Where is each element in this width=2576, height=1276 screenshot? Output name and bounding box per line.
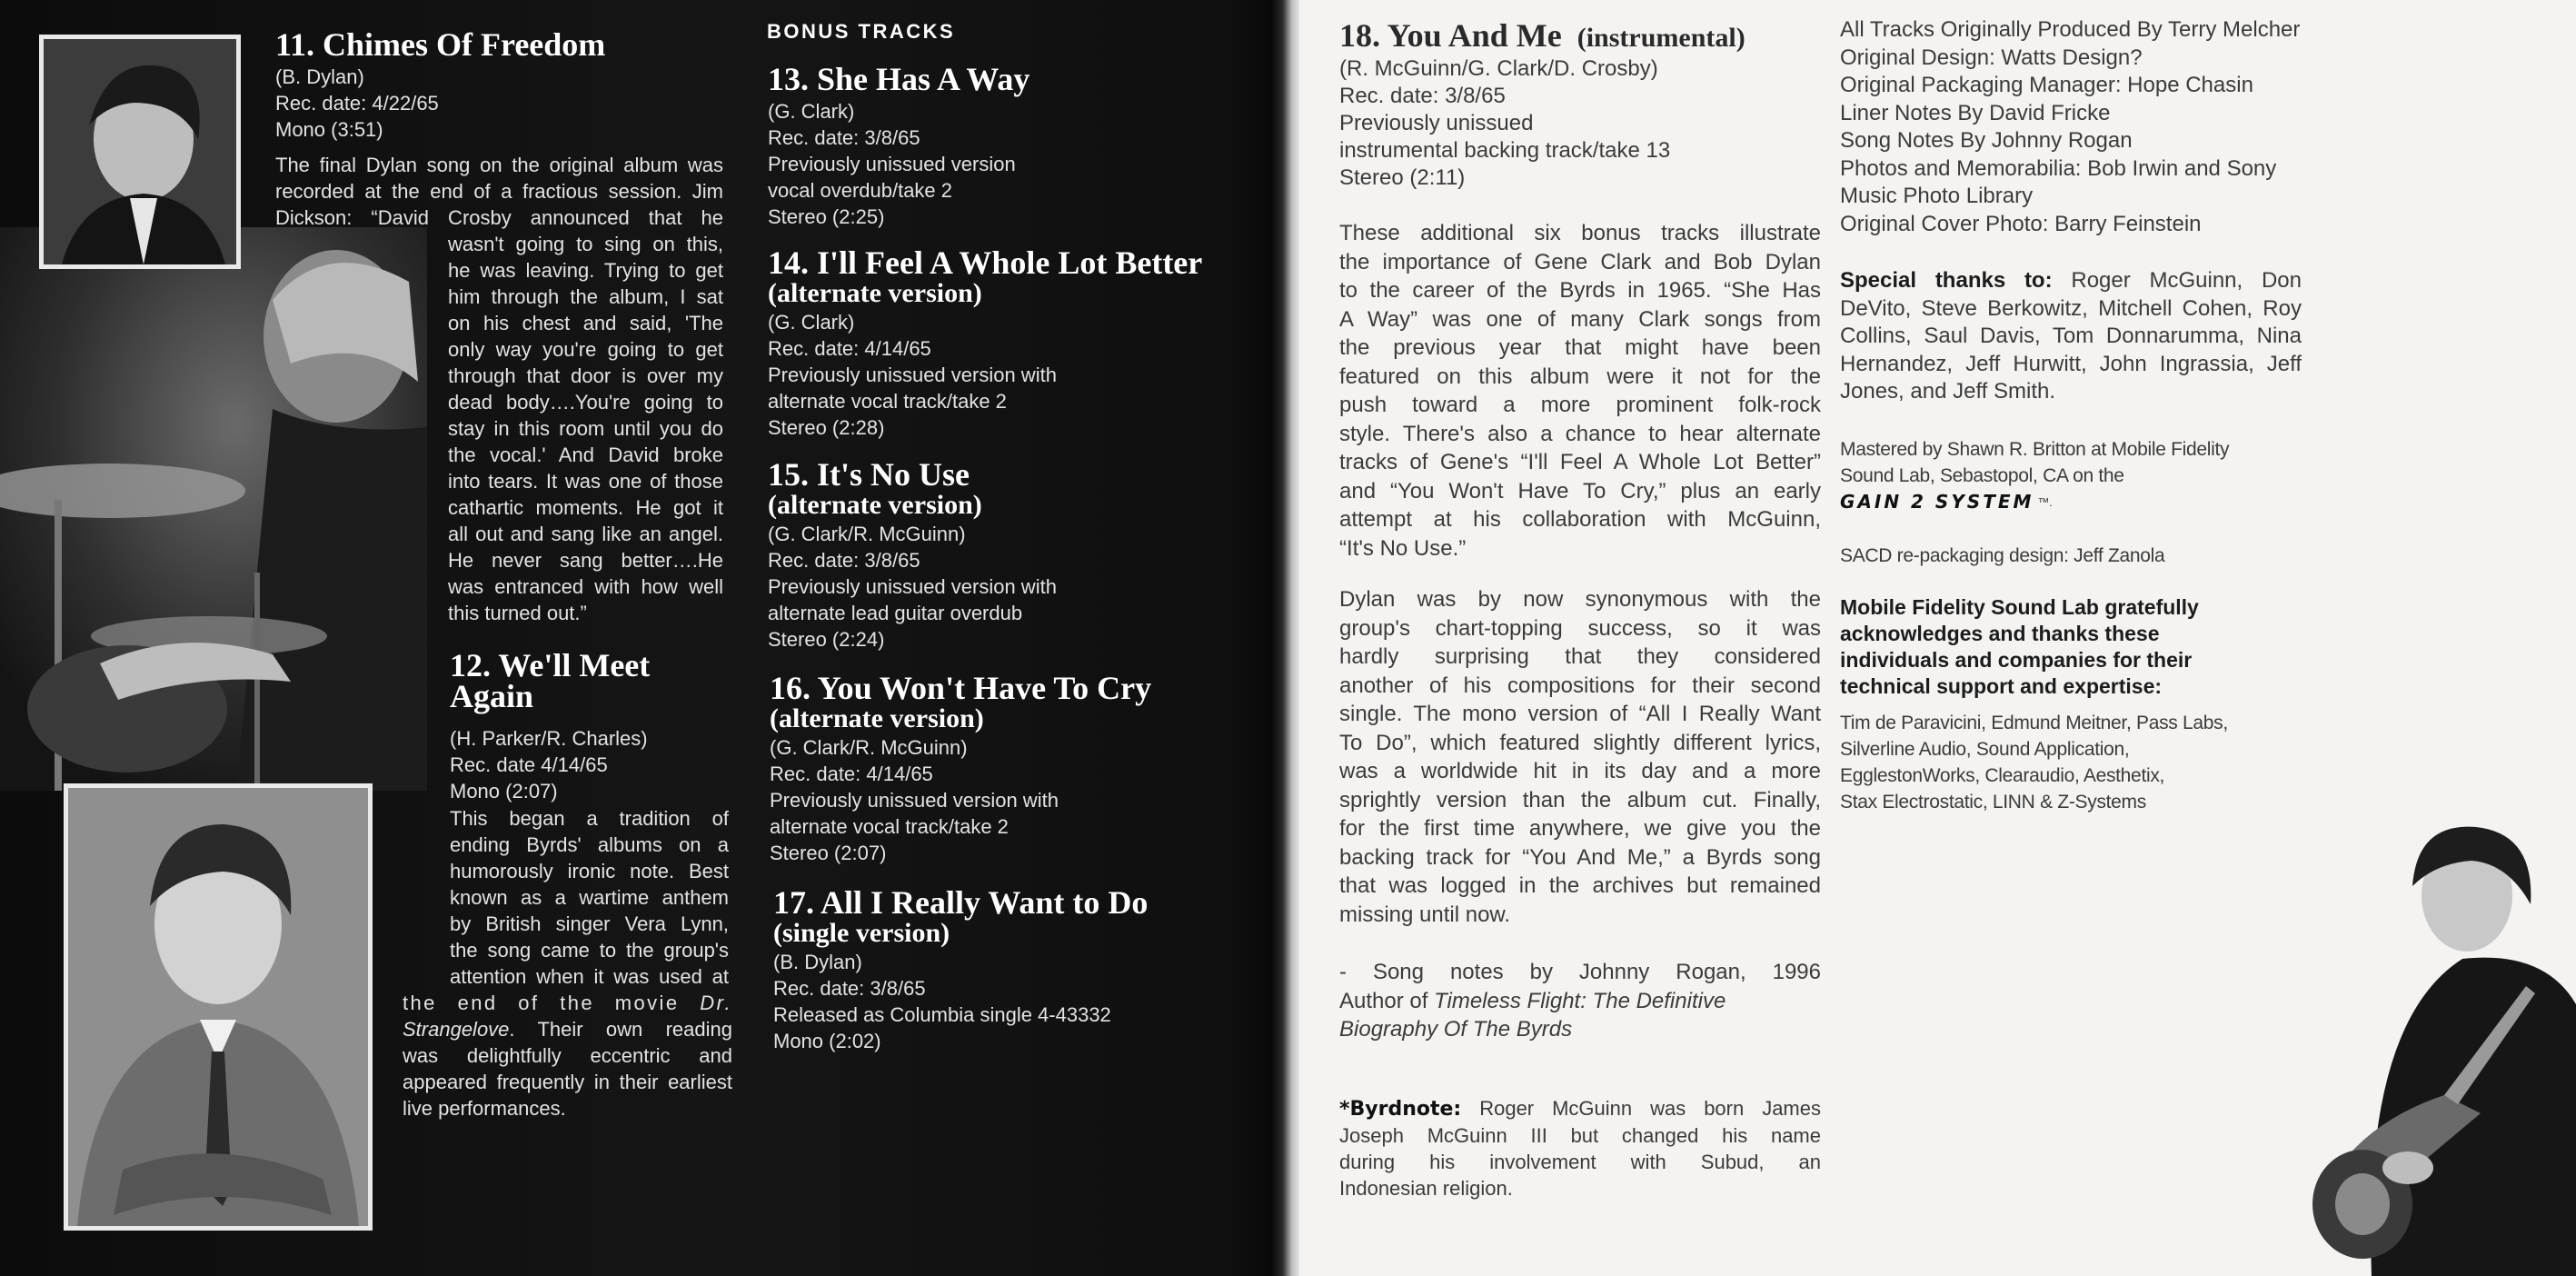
text-line: These additional six bonus tracks illustrate: [1339, 221, 1821, 245]
text-line: only way you're going to get: [448, 338, 723, 361]
track-17-title: 17. All I Really Want to Do: [773, 884, 1149, 921]
text-line: known as a wartime anthem: [450, 886, 729, 909]
track-18: [1339, 18, 1746, 192]
text-line: another of his compositions for their second: [1339, 673, 1821, 698]
mastering-credit: [1840, 436, 2322, 515]
track-12-note-wide: [403, 990, 732, 1121]
track-17: [773, 885, 1148, 1054]
meta-line: Stereo (2:24): [768, 628, 885, 651]
track-11-format: Mono (3:51): [275, 118, 383, 141]
track-18-title-main: 18. You And Me: [1339, 17, 1562, 54]
text-line: Stax Electrostatic, LINN & Z-Systems: [1840, 792, 2146, 812]
text-line: This began a tradition of: [450, 807, 729, 830]
text-line: stay in this room until you do: [448, 417, 723, 440]
text-line: Sound Lab, Sebastopol, CA on the: [1840, 465, 2124, 486]
text-line: Dylan was by now synonymous with the: [1339, 587, 1821, 612]
text-line: Dickson: “David Crosby announced that he: [275, 206, 723, 229]
movie-title-italic: Dr.: [700, 992, 732, 1014]
track-16-subtitle: (alternate version): [770, 703, 984, 733]
meta-line: Stereo (2:28): [768, 416, 885, 439]
text-line: live performances.: [403, 1097, 566, 1120]
text-line: [403, 990, 732, 1016]
right-page: [1299, 0, 2576, 1276]
text-line: A Way” was one of many Clark songs from: [1339, 306, 1821, 332]
text-line: the vocal.' And David broke: [448, 444, 723, 466]
guitarist-photo: [2308, 822, 2576, 1276]
movie-title-italic: Strangelove: [403, 1018, 510, 1041]
meta-line: (B. Dylan): [773, 951, 862, 973]
meta-line: (G. Clark): [768, 311, 855, 334]
track-12-title: [450, 648, 650, 713]
mofi-acknowledgement: [1840, 594, 2312, 700]
track-12-rec-date: Rec. date 4/14/65: [450, 753, 608, 776]
book-title-italic: Timeless Flight: The Definitive: [1434, 988, 1726, 1013]
text-line: acknowledges and thanks these: [1840, 622, 2160, 645]
meta-line: Rec. date: 3/8/65: [1339, 84, 1506, 108]
track-16-title: 16. You Won't Have To Cry: [770, 670, 1152, 706]
track-18-title: [1339, 18, 1746, 55]
text-line: He never sang better….He: [448, 549, 723, 572]
text-line: and “You Won't Have To Cry,” plus an early: [1339, 478, 1821, 503]
meta-line: Rec. date: 3/8/65: [768, 549, 920, 572]
text-line: Mastered by Shawn R. Britton at Mobile Fidelity: [1840, 439, 2230, 460]
text-line: push toward a more prominent folk-rock: [1339, 393, 1821, 417]
text-line: To Do”, which featured slightly different lyrics,: [1339, 730, 1821, 755]
track-12-title-line1: 12. We'll Meet: [450, 647, 651, 683]
text-line: Mobile Fidelity Sound Lab gratefully: [1840, 595, 2199, 619]
meta-line: Stereo (2:25): [768, 205, 885, 228]
song-notes-paragraph-1: [1339, 219, 1821, 563]
meta-line: Previously unissued version with: [768, 575, 1057, 598]
meta-line: (R. McGuinn/G. Clark/D. Crosby): [1339, 56, 1658, 81]
track-12-title-line2: Again: [450, 678, 534, 714]
text-line: during his involvement with Subud, an: [1339, 1151, 1821, 1173]
meta-line: (G. Clark): [768, 100, 855, 123]
track-11-title: 11. Chimes Of Freedom: [275, 26, 606, 63]
text-line: Tim de Paravicini, Edmund Meitner, Pass Labs,: [1840, 713, 2228, 733]
company-list: [1840, 710, 2322, 815]
text-line: appeared frequently in their earliest: [403, 1071, 732, 1093]
song-notes-paragraph-2: [1339, 585, 1821, 929]
text-line: featured on this album were it not for the: [1339, 364, 1821, 389]
meta-line: Previously unissued version with: [768, 364, 1057, 386]
text-line: single. The mono version of “All I Really Want: [1339, 702, 1821, 726]
text-line: Joseph McGuinn III but changed his name: [1339, 1124, 1821, 1147]
credit-line: Photos and Memorabilia: Bob Irwin and Sony: [1840, 155, 2277, 181]
meta-line: Stereo (2:11): [1339, 165, 1466, 190]
text-line: to the career of the Byrds in 1965. “She Has: [1339, 278, 1821, 303]
track-14-subtitle: (alternate version): [768, 278, 982, 308]
track-16: [770, 671, 1151, 866]
text-line: [403, 1016, 732, 1042]
text-line: that was logged in the archives but remained: [1339, 873, 1821, 898]
meta-line: Rec. date: 3/8/65: [773, 977, 926, 1000]
track-18-title-paren: (instrumental): [1576, 23, 1746, 53]
track-11-meta: [275, 64, 439, 143]
meta-line: Released as Columbia single 4-43332: [773, 1003, 1111, 1026]
meta-line: Previously unissued version with: [770, 789, 1059, 812]
track-12-format: Mono (2:07): [450, 780, 558, 802]
text-line: The final Dylan song on the original album was: [275, 154, 723, 176]
track-17-subtitle: (single version): [773, 918, 950, 948]
byrdnote: [1339, 1095, 1821, 1201]
meta-line: Previously unissued version: [768, 153, 1016, 175]
track-13: [768, 62, 1029, 230]
text-line: missing until now.: [1339, 902, 1511, 927]
track-15-title: 15. It's No Use: [768, 456, 970, 493]
text-line: “It's No Use.”: [1339, 535, 1467, 561]
credit-line: Liner Notes By David Fricke: [1840, 100, 2111, 125]
track-12-note-narrow: [450, 805, 729, 990]
track-15-subtitle: (alternate version): [768, 490, 982, 520]
text-line: Collins, Saul Davis, Tom Donnarumma, Nina: [1840, 324, 2302, 348]
text-line: tracks of Gene's “I'll Feel A Whole Lot Better”: [1339, 450, 1821, 474]
track-14-meta: [768, 309, 1202, 441]
meta-line: Rec. date: 3/8/65: [768, 126, 920, 149]
meta-line: (G. Clark/R. McGuinn): [768, 523, 966, 545]
text-line: was delightfully eccentric and: [403, 1044, 732, 1067]
text-line: sprightly version than the album cut. Finally,: [1339, 787, 1821, 812]
track-13-title: 13. She Has A Way: [768, 61, 1030, 97]
credit-line: All Tracks Originally Produced By Terry Melcher: [1840, 17, 2301, 42]
drummer-photo: [0, 227, 427, 791]
byrdnote-line: [1339, 1095, 1821, 1122]
sacd-design-credit: SACD re-packaging design: Jeff Zanola: [1840, 545, 2165, 566]
byrdnote-label: *Byrdnote:: [1339, 1098, 1462, 1121]
meta-line: vocal overdub/take 2: [768, 179, 953, 202]
author-line-2: [1339, 1015, 1821, 1044]
special-thanks: [1840, 267, 2302, 406]
text-line: the previous year that might have been: [1339, 335, 1821, 360]
track-15: [768, 457, 1057, 653]
text-line: style. There's also a chance to hear alternate: [1339, 421, 1821, 446]
track-17-meta: [773, 949, 1148, 1054]
track-16-meta: [770, 734, 1151, 866]
text-line: attempt at his collaboration with McGuinn,: [1339, 507, 1821, 532]
meta-line: Rec. date: 4/14/65: [770, 763, 933, 785]
track-14: [768, 245, 1202, 441]
track-11-composer: (B. Dylan): [275, 65, 364, 88]
track-11-rec-date: Rec. date: 4/22/65: [275, 92, 439, 115]
text-line: Indonesian religion.: [1339, 1177, 1513, 1200]
text-line: EgglestonWorks, Clearaudio, Aesthetix,: [1840, 765, 2165, 786]
credit-line: Original Cover Photo: Barry Feinstein: [1840, 211, 2202, 236]
text-line: ending Byrds' albums on a: [450, 833, 729, 856]
track-11-note-narrow: [448, 231, 723, 626]
bonus-tracks-header: BONUS TRACKS: [767, 20, 956, 43]
meta-line: alternate vocal track/take 2: [770, 815, 1009, 838]
text-line: into tears. It was one of those: [448, 470, 723, 493]
text-line: was entranced with how well: [448, 575, 723, 598]
author-line: [1339, 987, 1821, 1016]
text-line: wasn't going to sing on this,: [448, 233, 723, 255]
portrait-photo-bottom: [64, 783, 373, 1231]
book-title-italic: Biography Of The Byrds: [1339, 1017, 1573, 1042]
production-credits: [1840, 16, 2322, 238]
text-line: Jones, and Jeff Smith.: [1840, 379, 2056, 404]
text-line: cathartic moments. He got it: [448, 496, 723, 519]
text-line: by British singer Vera Lynn,: [450, 912, 729, 935]
meta-line: Previously unissued: [1339, 111, 1534, 135]
text-line: humorously ironic note. Best: [450, 860, 729, 882]
page-gutter: [1270, 0, 1301, 1276]
text-line: dead body….You're going to: [448, 391, 723, 414]
text-line: on his chest and said, 'The: [448, 312, 723, 334]
track-18-meta: [1339, 55, 1746, 192]
text-span: Author of: [1339, 988, 1435, 1013]
text-line: for the first time anywhere, we give you the: [1339, 816, 1821, 841]
text-line: DeVito, Steve Berkowitz, Mitchell Cohen, Roy: [1840, 295, 2302, 321]
meta-line: alternate lead guitar overdub: [768, 602, 1023, 624]
track-13-meta: [768, 98, 1029, 230]
meta-line: (G. Clark/R. McGuinn): [770, 736, 968, 759]
meta-line: instrumental backing track/take 13: [1339, 138, 1671, 163]
portrait-photo-top: [39, 35, 241, 269]
meta-line: Stereo (2:07): [770, 842, 887, 864]
text-line: attention when it was used at: [450, 965, 729, 988]
text-span: . Their own reading: [509, 1018, 732, 1041]
text-span: Roger McGuinn was born James: [1461, 1097, 1821, 1120]
text-line: was a worldwide hit in its day and a more: [1339, 759, 1821, 783]
text-line: group's chart-topping success, so it was: [1339, 615, 1821, 641]
signoff-line: - Song notes by Johnny Rogan, 1996: [1339, 960, 1821, 984]
text-line: Hernandez, Jeff Hurwitt, John Ingrassia, Jeff: [1840, 351, 2302, 376]
track-12-composer: (H. Parker/R. Charles): [450, 727, 648, 750]
credit-line: Original Packaging Manager: Hope Chasin: [1840, 73, 2253, 97]
special-thanks-label: Special thanks to:: [1840, 268, 2053, 293]
credit-line: Original Design: Watts Design?: [1840, 45, 2143, 70]
text-line: he was leaving. Trying to get: [448, 259, 723, 282]
meta-line: alternate vocal track/take 2: [768, 390, 1007, 413]
thanks-line: [1840, 267, 2302, 295]
credit-line: Music Photo Library: [1840, 184, 2034, 208]
text-line: recorded at the end of a fractious session. Jim: [275, 180, 723, 203]
text-line: hardly surprising that they considered: [1339, 644, 1821, 669]
track-14-title: 14. I'll Feel A Whole Lot Better: [768, 244, 1203, 281]
text-line: technical support and expertise:: [1840, 674, 2163, 698]
text-line: Silverline Audio, Sound Application,: [1840, 739, 2130, 760]
text-span: the end of the movie: [403, 992, 701, 1014]
trademark: ™.: [2037, 495, 2053, 509]
gain-2-system-logo: GAIN 2 SYSTEM: [1840, 491, 2034, 513]
meta-line: Rec. date: 4/14/65: [768, 337, 931, 360]
song-notes-signoff: [1339, 958, 1821, 1044]
text-line: the importance of Gene Clark and Bob Dylan: [1339, 249, 1821, 274]
text-span: Roger McGuinn, Don: [2052, 268, 2302, 293]
meta-line: Mono (2:02): [773, 1030, 881, 1052]
credit-line: Song Notes By Johnny Rogan: [1840, 128, 2133, 153]
track-12-meta: [450, 725, 648, 804]
text-line: him through the album, I sat: [448, 285, 723, 308]
text-line: this turned out.”: [448, 602, 587, 624]
text-line: individuals and companies for their: [1840, 648, 2193, 672]
gain-system-logo: [1840, 489, 2322, 515]
track-11-note-wide: [275, 152, 723, 231]
text-line: all out and sang like an angel.: [448, 523, 723, 545]
text-line: through that door is over my: [448, 364, 723, 387]
text-line: the song came to the group's: [450, 939, 729, 962]
track-15-meta: [768, 521, 1057, 653]
text-line: backing track for “You And Me,” a Byrds song: [1339, 844, 1821, 870]
